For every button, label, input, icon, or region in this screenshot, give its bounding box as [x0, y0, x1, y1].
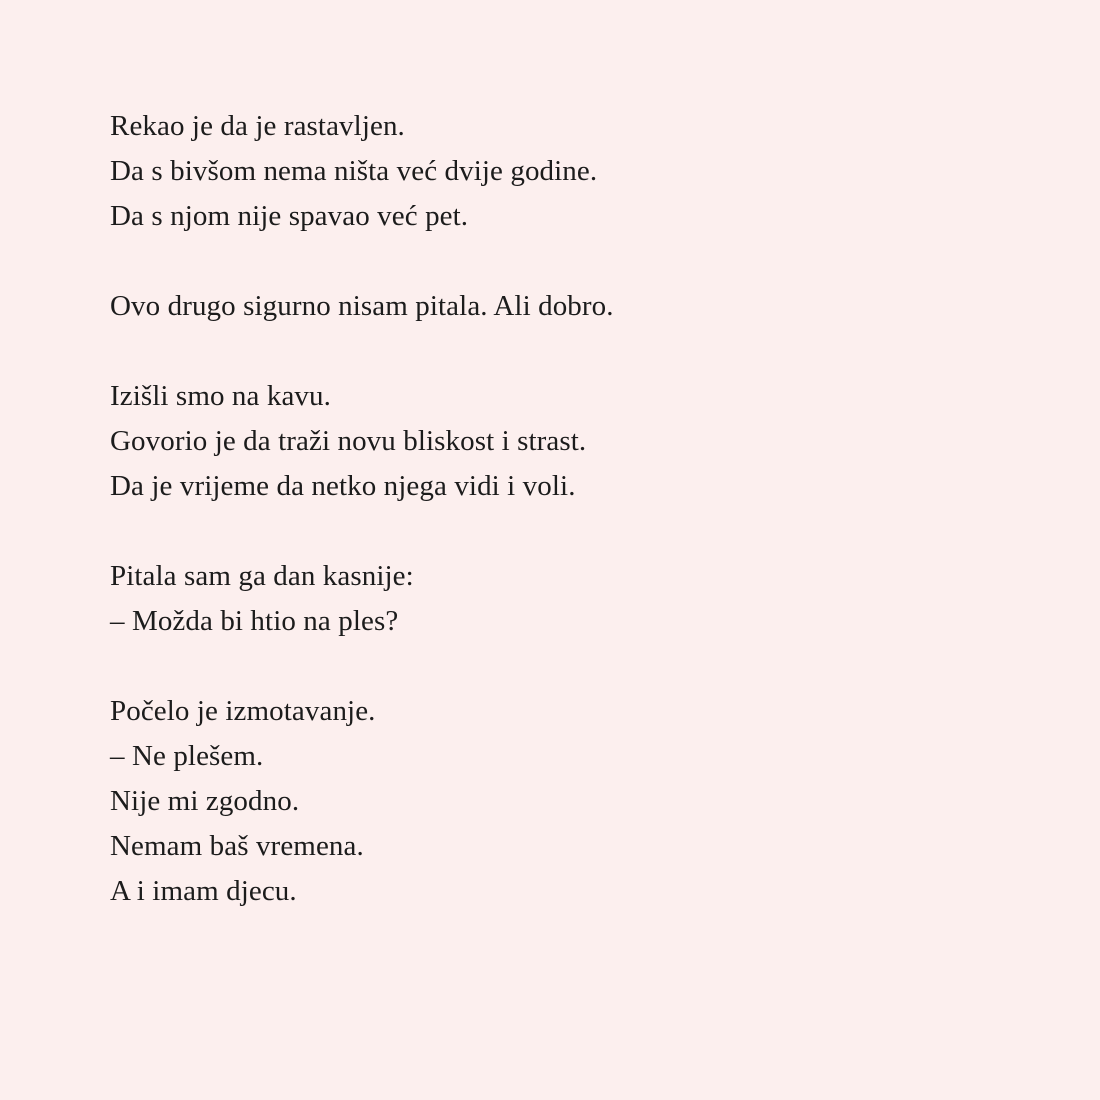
stanza-2 [110, 284, 1010, 329]
stanza-5 [110, 689, 1010, 914]
poem-line: Da s njom nije spavao već pet. [110, 200, 469, 232]
poem-line: – Ne plešem. [110, 740, 264, 772]
poem-line: A i imam djecu. [110, 875, 297, 907]
poem-line: Da je vrijeme da netko njega vidi i voli. [110, 470, 576, 502]
poem-line: Rekao je da je rastavljen. [110, 110, 405, 142]
poem-line: Počelo je izmotavanje. [110, 695, 376, 727]
stanza-3 [110, 374, 1010, 509]
poem-line: – Možda bi htio na ples? [110, 605, 399, 637]
poem-line: Nije mi zgodno. [110, 785, 300, 817]
poem-line: Pitala sam ga dan kasnije: [110, 560, 414, 592]
poem-line: Govorio je da traži novu bliskost i strast. [110, 425, 587, 457]
poem-line: Nemam baš vremena. [110, 830, 364, 862]
stanza-4 [110, 554, 1010, 644]
poem-body [110, 104, 1010, 959]
poem-line: Ovo drugo sigurno nisam pitala. Ali dobro. [110, 290, 614, 322]
poem-line: Da s bivšom nema ništa već dvije godine. [110, 155, 598, 187]
stanza-1 [110, 104, 1010, 239]
poem-line: Izišli smo na kavu. [110, 380, 331, 412]
